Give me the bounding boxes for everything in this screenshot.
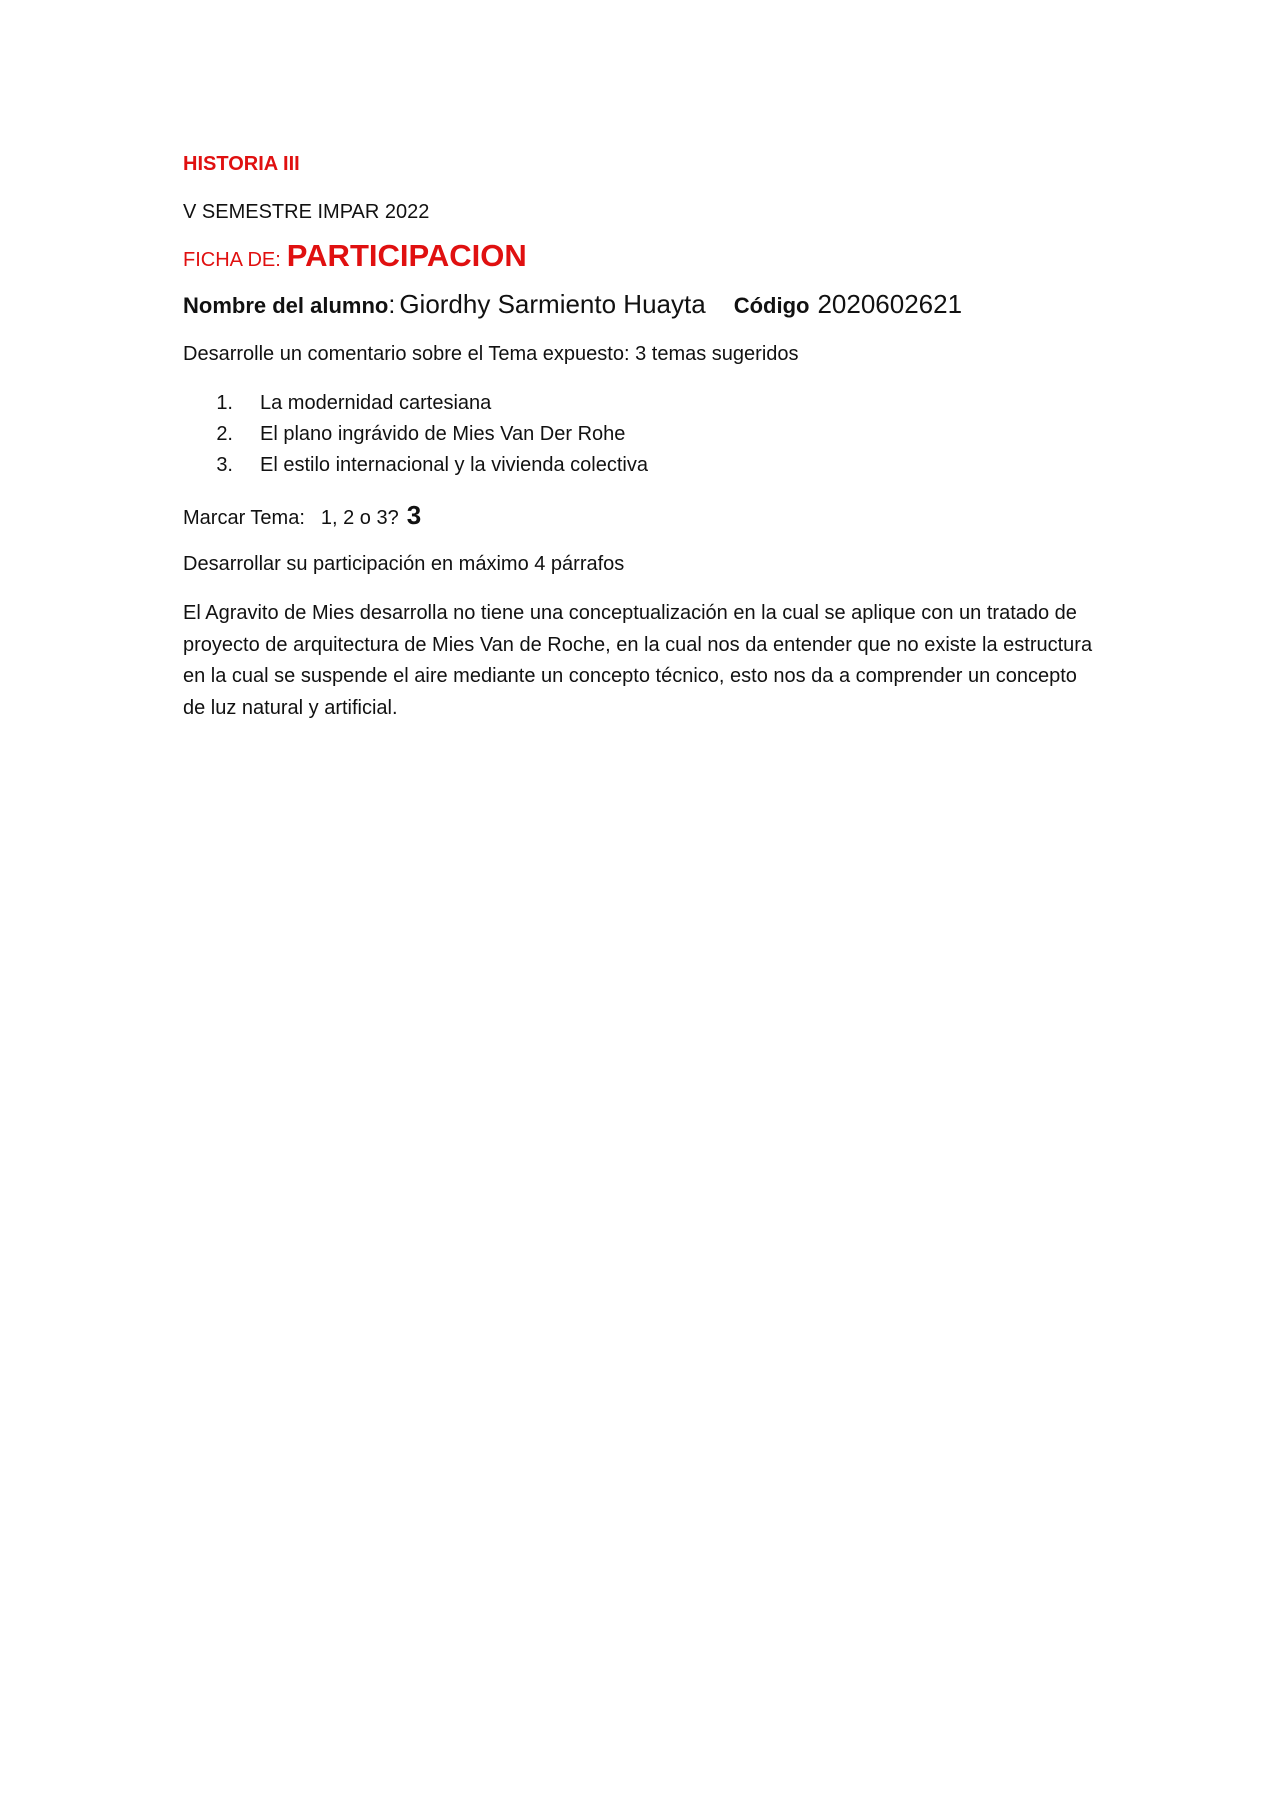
develop-instruction: Desarrollar su participación en máximo 4 párrafos	[183, 553, 625, 575]
topic-number: 2.	[216, 423, 233, 445]
instructions-text: Desarrolle un comentario sobre el Tema expuesto: 3 temas sugeridos	[183, 343, 799, 365]
list-item	[183, 450, 1103, 481]
topic-number: 3.	[216, 454, 233, 476]
list-item	[183, 388, 1103, 419]
semester-line: V SEMESTRE IMPAR 2022	[183, 201, 430, 223]
mark-topic-label: Marcar Tema:	[183, 507, 305, 529]
topic-number: 1.	[216, 392, 233, 414]
student-name-colon: :	[388, 291, 396, 319]
topic-text: La modernidad cartesiana	[260, 392, 492, 414]
student-code-label: Código	[733, 293, 810, 318]
ficha-heading	[183, 238, 1103, 274]
mark-topic-answer: 3	[406, 500, 422, 530]
student-name-value: Giordhy Sarmiento Huayta	[399, 289, 706, 319]
topics-list	[183, 388, 1103, 481]
student-info	[183, 290, 1103, 320]
student-code-value: 2020602621	[817, 289, 963, 319]
topic-text: El estilo internacional y la vivienda colectiva	[260, 454, 648, 476]
list-item	[183, 419, 1103, 450]
mark-topic-options: 1, 2 o 3?	[320, 507, 399, 529]
topic-text: El plano ingrávido de Mies Van Der Rohe	[260, 423, 626, 445]
course-title: HISTORIA III	[183, 153, 300, 175]
ficha-label: FICHA DE:	[183, 249, 281, 271]
document-content	[183, 150, 1103, 744]
mark-topic-line	[183, 501, 1103, 532]
answer-paragraph: El Agravito de Mies desarrolla no tiene una conceptualización en la cual se aplique con un tratado de proyecto de arquitectura de Mies Van de Roche, en la cual nos da entender que no existe la estructura en la cual se suspende el aire mediante un concepto técnico, esto nos da a comprender un concepto de luz natural y artificial.	[183, 602, 1093, 719]
ficha-title: PARTICIPACION	[286, 238, 527, 273]
student-name-label: Nombre del alumno	[183, 293, 389, 318]
